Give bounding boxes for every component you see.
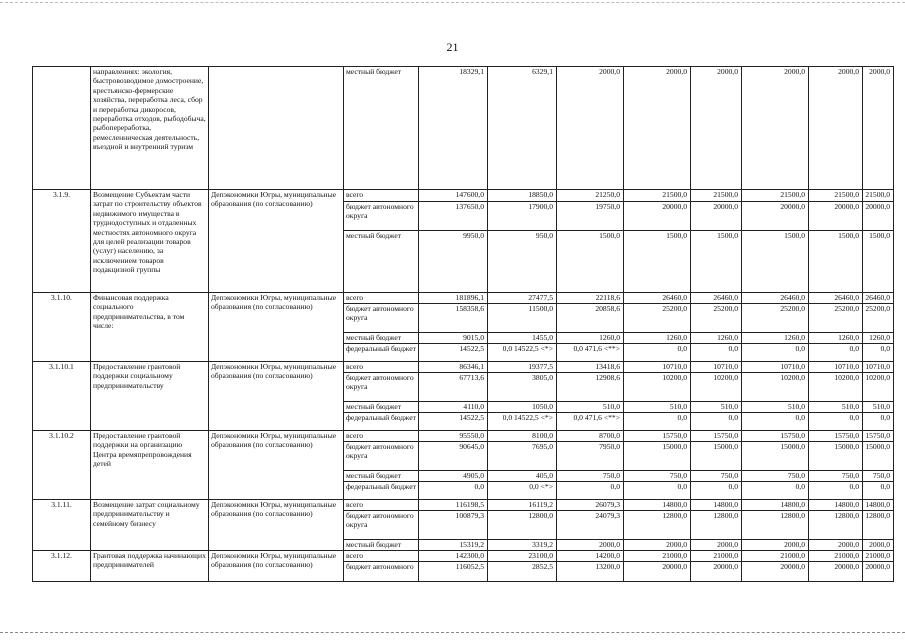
value-year: 510,0 — [809, 402, 863, 413]
table-row — [33, 67, 894, 190]
value-year: 26460,0 — [742, 293, 809, 304]
value-year: 20000,0 — [624, 202, 691, 231]
value-year: 10710,0 — [691, 362, 742, 373]
value-year: 26460,0 — [809, 293, 863, 304]
value-year: 26079,3 — [557, 500, 624, 511]
value-year: 15750,0 — [624, 431, 691, 442]
value-year: 14800,0 — [809, 500, 863, 511]
value-year: 17900,0 — [488, 202, 557, 231]
funding-source: бюджет автономного округа — [344, 304, 419, 333]
value-total: 137650,0 — [419, 202, 488, 231]
value-total: 14522,5 — [419, 413, 488, 431]
value-year: 20000,0 — [863, 202, 894, 231]
value-year: 26460,0 — [863, 293, 894, 304]
value-year: 1260,0 — [624, 333, 691, 344]
value-year: 11500,0 — [488, 304, 557, 333]
value-year: 21000,0 — [742, 551, 809, 562]
value-year: 21500,0 — [691, 190, 742, 202]
value-year: 0,0 — [863, 482, 894, 500]
value-year: 0,0 — [624, 344, 691, 362]
value-year: 0,0 — [742, 413, 809, 431]
value-year: 21250,0 — [557, 190, 624, 202]
budget-table — [32, 66, 894, 582]
value-year: 20000,0 — [691, 562, 742, 582]
value-year: 26460,0 — [691, 293, 742, 304]
table-row — [33, 551, 894, 562]
value-total: 14522,5 — [419, 344, 488, 362]
value-year: 14200,0 — [557, 551, 624, 562]
measure-number: 3.1.10. — [33, 293, 91, 362]
value-year: 10200,0 — [624, 373, 691, 402]
bottom-scan-edge — [0, 632, 905, 633]
value-year: 15000,0 — [742, 442, 809, 471]
value-year: 15000,0 — [863, 442, 894, 471]
value-year: 2000,0 — [809, 540, 863, 551]
value-year: 750,0 — [624, 471, 691, 482]
funding-source: бюджет автономного округа — [344, 373, 419, 402]
measure-name: Предоставление грантовой поддержки на организацию Центра времяпрепровождения детей — [91, 431, 209, 500]
value-year: 2000,0 — [742, 540, 809, 551]
funding-source: всего — [344, 362, 419, 373]
value-year: 2000,0 — [809, 67, 863, 190]
value-year: 10710,0 — [809, 362, 863, 373]
value-total: 18329,1 — [419, 67, 488, 190]
value-year: 2000,0 — [557, 67, 624, 190]
value-year: 2000,0 — [624, 67, 691, 190]
value-year: 15750,0 — [863, 431, 894, 442]
measure-number: 3.1.9. — [33, 190, 91, 293]
funding-source: бюджет автономного округа — [344, 442, 419, 471]
value-year: 0,0 471,6 <**> — [557, 344, 624, 362]
measure-executor — [209, 67, 344, 190]
value-year: 24079,3 — [557, 511, 624, 540]
value-year: 26460,0 — [624, 293, 691, 304]
funding-source: местный бюджет — [344, 471, 419, 482]
value-year: 405,0 — [488, 471, 557, 482]
value-total: 0,0 — [419, 482, 488, 500]
funding-source: местный бюджет — [344, 540, 419, 551]
value-year: 14800,0 — [863, 500, 894, 511]
value-year: 510,0 — [691, 402, 742, 413]
value-year: 0,0 — [691, 344, 742, 362]
value-total: 86346,1 — [419, 362, 488, 373]
value-year: 19750,0 — [557, 202, 624, 231]
value-year: 14800,0 — [742, 500, 809, 511]
value-year: 15750,0 — [742, 431, 809, 442]
table-row — [33, 293, 894, 304]
value-year: 10200,0 — [809, 373, 863, 402]
funding-source: бюджет автономного — [344, 562, 419, 582]
value-total: 116198,5 — [419, 500, 488, 511]
value-year: 0,0 — [809, 482, 863, 500]
value-total: 4110,0 — [419, 402, 488, 413]
value-year: 20000,0 — [742, 562, 809, 582]
value-year: 510,0 — [742, 402, 809, 413]
value-year: 2000,0 — [624, 540, 691, 551]
value-year: 2000,0 — [863, 67, 894, 190]
value-total: 100879,3 — [419, 511, 488, 540]
value-year: 7950,0 — [557, 442, 624, 471]
funding-source: федеральный бюджет — [344, 482, 419, 500]
value-year: 1500,0 — [809, 231, 863, 293]
value-total: 9950,0 — [419, 231, 488, 293]
value-year: 0,0 <*> — [488, 482, 557, 500]
value-year: 15750,0 — [809, 431, 863, 442]
measure-number: 3.1.10.2 — [33, 431, 91, 500]
value-year: 21500,0 — [624, 190, 691, 202]
value-year: 0,0 — [624, 482, 691, 500]
funding-source: местный бюджет — [344, 402, 419, 413]
value-year: 1500,0 — [691, 231, 742, 293]
value-total: 116052,5 — [419, 562, 488, 582]
value-year: 510,0 — [624, 402, 691, 413]
value-year: 15000,0 — [809, 442, 863, 471]
measure-number — [33, 67, 91, 190]
value-year: 18850,0 — [488, 190, 557, 202]
value-year: 21500,0 — [809, 190, 863, 202]
value-total: 95550,0 — [419, 431, 488, 442]
value-year: 12908,6 — [557, 373, 624, 402]
value-year: 15000,0 — [624, 442, 691, 471]
value-total: 142300,0 — [419, 551, 488, 562]
measure-executor: Депэкономики Югры, муниципальные образования (по согласованию) — [209, 293, 344, 362]
value-year: 2000,0 — [557, 540, 624, 551]
value-year: 0,0 — [557, 482, 624, 500]
measure-name: Возмещение затрат социальному предпринимательству и семейному бизнесу — [91, 500, 209, 551]
value-year: 1260,0 — [863, 333, 894, 344]
measure-name: направлениях: экология, быстровозводимое домостроение, крестьянско-фермерские хозяйства, переработка леса, сбор и переработка дикоросов, переработка отходов, рыбодобыча, рыбопереработка, ремесленническая деятельность, въездной и внутренний туризм — [91, 67, 209, 190]
value-year: 1260,0 — [691, 333, 742, 344]
value-year: 0,0 — [809, 413, 863, 431]
value-year: 20858,6 — [557, 304, 624, 333]
value-year: 510,0 — [557, 402, 624, 413]
value-year: 10710,0 — [742, 362, 809, 373]
value-year: 1260,0 — [742, 333, 809, 344]
value-total: 15319,2 — [419, 540, 488, 551]
value-year: 10710,0 — [624, 362, 691, 373]
measure-name: Предоставление грантовой поддержки социальному предпринимательству — [91, 362, 209, 431]
value-year: 27477,5 — [488, 293, 557, 304]
value-year: 22118,6 — [557, 293, 624, 304]
funding-source: всего — [344, 431, 419, 442]
value-year: 15000,0 — [691, 442, 742, 471]
value-year: 16119,2 — [488, 500, 557, 511]
funding-source: федеральный бюджет — [344, 413, 419, 431]
value-year: 21500,0 — [863, 190, 894, 202]
measure-number: 3.1.11. — [33, 500, 91, 551]
funding-source: всего — [344, 190, 419, 202]
value-total: 9015,0 — [419, 333, 488, 344]
value-year: 10710,0 — [863, 362, 894, 373]
value-year: 12800,0 — [809, 511, 863, 540]
value-year: 19377,5 — [488, 362, 557, 373]
measure-number: 3.1.12. — [33, 551, 91, 582]
table-row — [33, 431, 894, 442]
value-year: 1455,0 — [488, 333, 557, 344]
value-year: 12800,0 — [624, 511, 691, 540]
value-year: 12800,0 — [863, 511, 894, 540]
value-year: 2000,0 — [691, 67, 742, 190]
funding-source: бюджет автономного округа — [344, 511, 419, 540]
measure-number: 3.1.10.1 — [33, 362, 91, 431]
measure-executor: Депэкономики Югры, муниципальные образования (по согласованию) — [209, 551, 344, 582]
value-year: 21000,0 — [809, 551, 863, 562]
measure-executor: Депэкономики Югры, муниципальные образования (по согласованию) — [209, 431, 344, 500]
value-year: 2852,5 — [488, 562, 557, 582]
table-body — [33, 67, 894, 582]
value-total: 181896,1 — [419, 293, 488, 304]
funding-source: всего — [344, 551, 419, 562]
budget-table-container — [32, 66, 893, 582]
value-year: 25200,0 — [742, 304, 809, 333]
value-year: 25200,0 — [624, 304, 691, 333]
value-year: 0,0 — [742, 344, 809, 362]
value-year: 750,0 — [863, 471, 894, 482]
measure-name: Финансовая поддержка социального предпринимательства, в том числе: — [91, 293, 209, 362]
value-year: 750,0 — [557, 471, 624, 482]
value-year: 8700,0 — [557, 431, 624, 442]
value-year: 0,0 14522,5 <*> — [488, 413, 557, 431]
value-year: 750,0 — [691, 471, 742, 482]
value-year: 14800,0 — [624, 500, 691, 511]
value-year: 23100,0 — [488, 551, 557, 562]
value-year: 950,0 — [488, 231, 557, 293]
value-year: 7695,0 — [488, 442, 557, 471]
value-year: 12800,0 — [488, 511, 557, 540]
value-year: 14800,0 — [691, 500, 742, 511]
value-year: 750,0 — [742, 471, 809, 482]
value-year: 20000,0 — [863, 562, 894, 582]
value-year: 0,0 — [624, 413, 691, 431]
value-year: 1260,0 — [809, 333, 863, 344]
value-year: 10200,0 — [691, 373, 742, 402]
value-year: 21500,0 — [742, 190, 809, 202]
measure-executor: Депэкономики Югры, муниципальные образования (по согласованию) — [209, 362, 344, 431]
value-year: 1500,0 — [624, 231, 691, 293]
value-year: 510,0 — [863, 402, 894, 413]
funding-source: всего — [344, 293, 419, 304]
value-year: 12800,0 — [742, 511, 809, 540]
value-total: 90645,0 — [419, 442, 488, 471]
value-total: 4905,0 — [419, 471, 488, 482]
value-year: 20000,0 — [742, 202, 809, 231]
value-year: 25200,0 — [691, 304, 742, 333]
funding-source: местный бюджет — [344, 333, 419, 344]
value-year: 20000,0 — [624, 562, 691, 582]
value-year: 1500,0 — [742, 231, 809, 293]
value-year: 25200,0 — [809, 304, 863, 333]
value-year: 15750,0 — [691, 431, 742, 442]
value-year: 0,0 471,6 <**> — [557, 413, 624, 431]
value-year: 0,0 — [691, 482, 742, 500]
value-year: 10200,0 — [742, 373, 809, 402]
value-year: 750,0 — [809, 471, 863, 482]
table-row — [33, 362, 894, 373]
measure-name: Возмещение Субъектам части затрат по строительству объектов недвижимого имущества в труднодоступных и отдаленных местностях автономного округа для целей реализации товаров (услуг) населению, за исключением товаров подакцизной группы — [91, 190, 209, 293]
value-year: 13200,0 — [557, 562, 624, 582]
value-year: 20000,0 — [809, 562, 863, 582]
value-year: 12800,0 — [691, 511, 742, 540]
value-year: 0,0 — [809, 344, 863, 362]
value-year: 20000,0 — [809, 202, 863, 231]
value-year: 3319,2 — [488, 540, 557, 551]
value-year: 10200,0 — [863, 373, 894, 402]
value-year: 21000,0 — [624, 551, 691, 562]
table-row — [33, 500, 894, 511]
value-year: 6329,1 — [488, 67, 557, 190]
funding-source: местный бюджет — [344, 67, 419, 190]
value-year: 1500,0 — [557, 231, 624, 293]
value-total: 67713,6 — [419, 373, 488, 402]
value-year: 2000,0 — [691, 540, 742, 551]
value-year: 2000,0 — [742, 67, 809, 190]
measure-name: Грантовая поддержка начинающих предпринимателей — [91, 551, 209, 582]
value-year: 20000,0 — [691, 202, 742, 231]
value-year: 2000,0 — [863, 540, 894, 551]
value-year: 21000,0 — [863, 551, 894, 562]
value-year: 21000,0 — [691, 551, 742, 562]
value-year: 1260,0 — [557, 333, 624, 344]
funding-source: бюджет автономного округа — [344, 202, 419, 231]
top-scan-edge — [0, 2, 905, 3]
table-row — [33, 190, 894, 202]
value-year: 8100,0 — [488, 431, 557, 442]
value-year: 0,0 — [691, 413, 742, 431]
value-year: 0,0 — [863, 413, 894, 431]
funding-source: местный бюджет — [344, 231, 419, 293]
measure-executor: Депэкономики Югры, муниципальные образования (по согласованию) — [209, 190, 344, 293]
value-total: 158358,6 — [419, 304, 488, 333]
value-year: 1500,0 — [863, 231, 894, 293]
value-year: 0,0 — [863, 344, 894, 362]
value-year: 25200,0 — [863, 304, 894, 333]
value-total: 147600,0 — [419, 190, 488, 202]
measure-executor: Депэкономики Югры, муниципальные образования (по согласованию) — [209, 500, 344, 551]
value-year: 1050,0 — [488, 402, 557, 413]
value-year: 3805,0 — [488, 373, 557, 402]
funding-source: федеральный бюджет — [344, 344, 419, 362]
value-year: 0,0 14522,5 <*> — [488, 344, 557, 362]
funding-source: всего — [344, 500, 419, 511]
value-year: 13418,6 — [557, 362, 624, 373]
page-number: 21 — [446, 40, 459, 54]
value-year: 0,0 — [742, 482, 809, 500]
